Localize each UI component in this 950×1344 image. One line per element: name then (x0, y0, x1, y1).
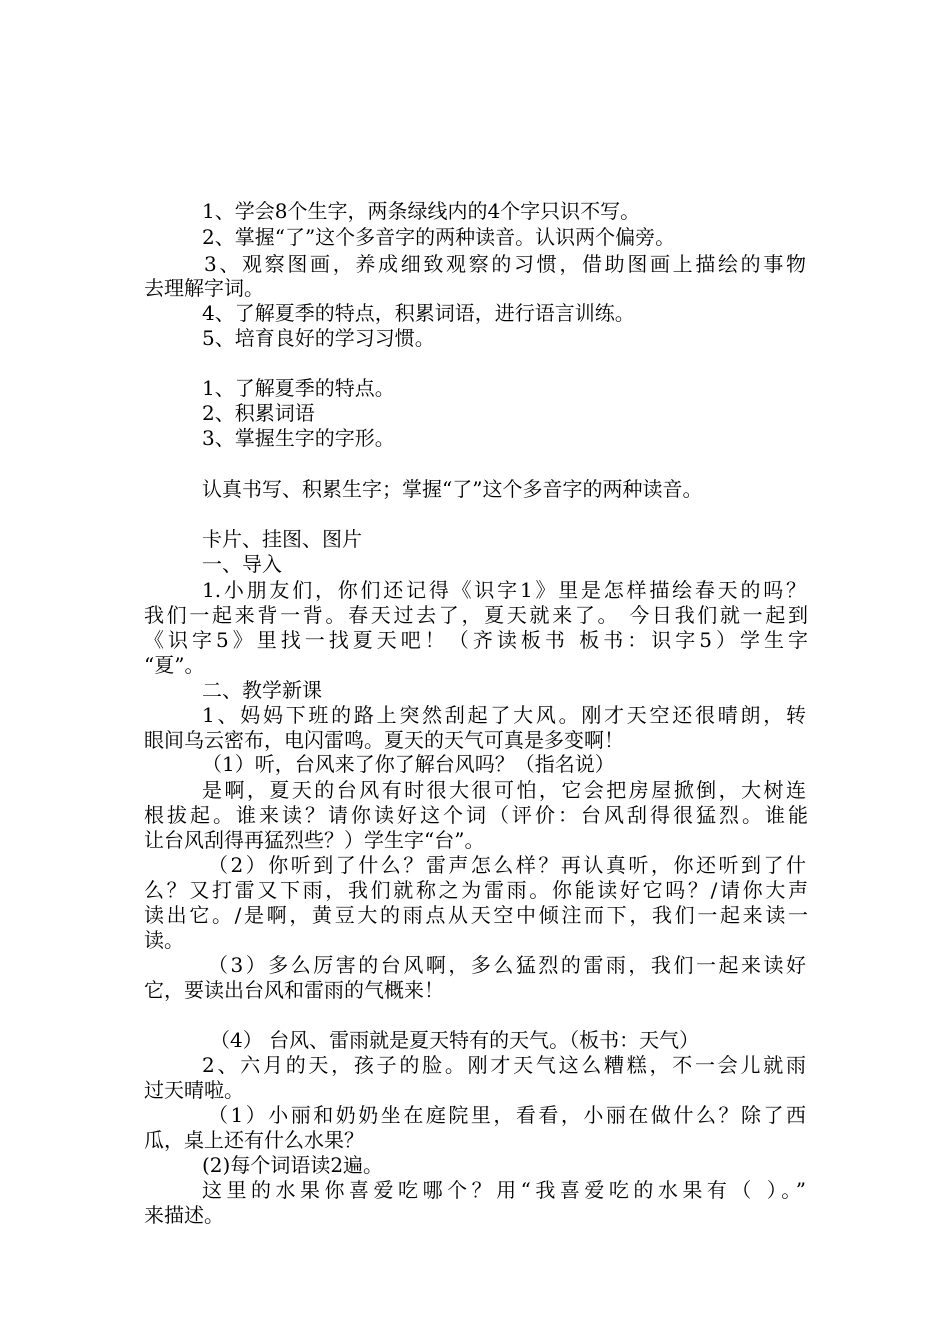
section-2-line-10: 读。 (144, 928, 184, 952)
section-2-line-18: (2)每个词语读2遍。 (202, 1153, 384, 1177)
difficulty-text: 认真书写、积累生字；掌握“了”这个多音字的两种读音。 (202, 477, 703, 501)
objective-1: 1、学会8个生字，两条绿线内的4个字只识不写。 (202, 199, 641, 223)
section-2-line-11: （3）多么厉害的台风啊，多么猛烈的雷雨，我们一起来读好 (208, 953, 806, 977)
section-2-line-19: 这里的水果你喜爱吃哪个？用“我喜爱吃的水果有（ ）。” (202, 1178, 806, 1202)
key-point-3: 3、掌握生字的字形。 (202, 426, 395, 450)
section-2-line-5: 根拔起。谁来读？请你读好这个词（评价：台风刮得很猛烈。谁能 (144, 803, 808, 827)
section-2-line-15: 过天晴啦。 (144, 1078, 244, 1102)
objective-2: 2、掌握“了”这个多音字的两种读音。认识两个偏旁。 (202, 225, 676, 249)
materials-text: 卡片、挂图、图片 (202, 527, 362, 551)
objective-4: 4、了解夏季的特点，积累词语，进行语言训练。 (202, 301, 635, 325)
section-1-heading: 一、导入 (202, 552, 282, 576)
section-2-line-6: 让台风刮得再猛烈些？）学生字“台”。 (144, 828, 485, 852)
objective-3: 3、观察图画，养成细致观察的习惯，借助图画上描绘的事物 (204, 252, 806, 276)
section-2-line-7: （2）你听到了什么？雷声怎么样？再认真听，你还听到了什 (208, 853, 806, 877)
section-2-line-8: 么？又打雷又下雨，我们就称之为雷雨。你能读好它吗？/请你大声 (144, 878, 808, 902)
section-1-line-2: 我们一起来背一背。春天过去了，夏天就来了。 今日我们就一起到 (144, 603, 808, 627)
section-1-line-1: 1.小朋友们，你们还记得《识字1》里是怎样描绘春天的吗？ (202, 578, 806, 602)
section-2-line-1: 1、妈妈下班的路上突然刮起了大风。刚才天空还很晴朗，转 (202, 703, 806, 727)
section-2-heading: 二、教学新课 (202, 678, 322, 702)
section-2-line-14: 2、六月的天，孩子的脸。刚才天气这么糟糕，不一会儿就雨 (202, 1053, 806, 1077)
section-2-line-20: 来描述。 (144, 1203, 224, 1227)
section-2-line-13: （4） 台风、雷雨就是夏天特有的天气。（板书：天气） (210, 1028, 700, 1052)
section-2-line-2: 眼间乌云密布，电闪雷鸣。夏天的天气可真是多变啊！ (144, 728, 624, 752)
key-point-2: 2、积累词语 (202, 401, 315, 425)
objective-3-cont: 去理解字词。 (144, 276, 264, 300)
section-2-line-4: 是啊，夏天的台风有时很大很可怕，它会把房屋掀倒，大树连 (202, 778, 806, 802)
section-1-line-4: “夏”。 (144, 653, 205, 677)
key-point-1: 1、了解夏季的特点。 (202, 376, 395, 400)
section-1-line-3: 《识字5》里找一找夏天吧！（齐读板书 板书：识字5）学生字 (144, 628, 808, 652)
section-2-line-16: （1）小丽和奶奶坐在庭院里，看看，小丽在做什么？除了西 (208, 1103, 806, 1127)
section-2-line-3: （1）听，台风来了你了解台风吗？（指名说） (202, 752, 615, 776)
section-2-line-17: 瓜，桌上还有什么水果？ (144, 1128, 364, 1152)
section-2-line-9: 读出它。/是啊，黄豆大的雨点从天空中倾注而下，我们一起来读一 (144, 903, 808, 927)
section-2-line-12: 它，要读出台风和雷雨的气概来！ (144, 978, 444, 1002)
objective-5: 5、培育良好的学习习惯。 (202, 326, 435, 350)
